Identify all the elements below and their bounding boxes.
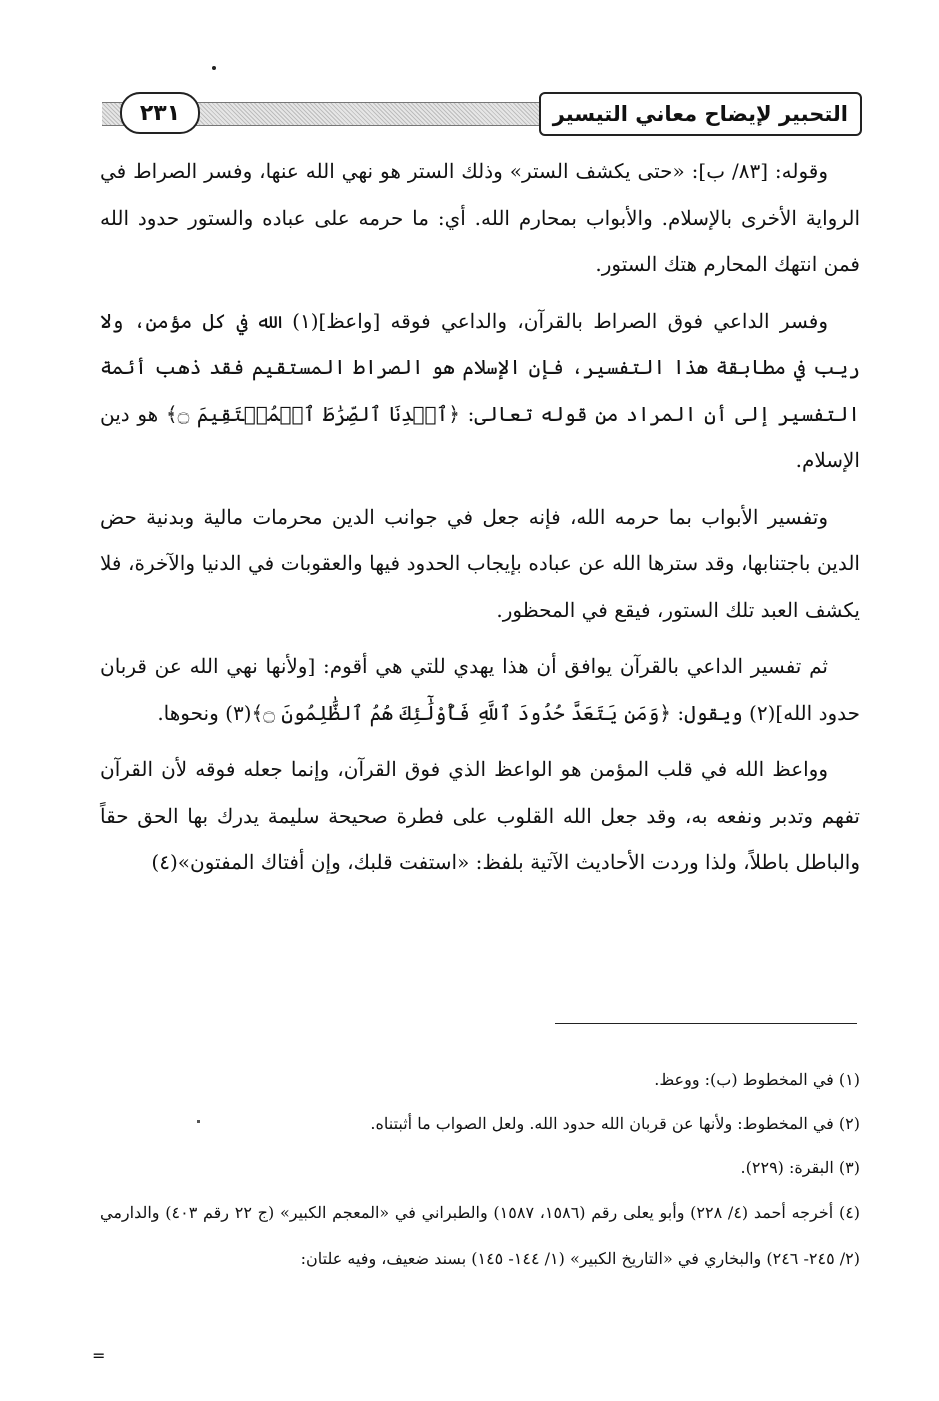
running-header — [102, 92, 862, 134]
footnotes — [100, 1058, 860, 1282]
paragraph-4: ثم تفسير الداعي بالقرآن يوافق أن هذا يهدي للتي هي أقوم: [ولأنها نهي الله عن قربان حدود الله](٢) ويقول: ﴿وَمَن يَتَعَدَّ حُدُودَ ٱللَّهِ فَأُوْلَٰٓئِكَ هُمُ ٱلظَّٰلِمُونَ ۝﴾(٣) ونحوها. — [100, 654, 860, 725]
page-number: ٢٣١ — [120, 92, 200, 134]
paragraph-1: وقوله: [٨٣/ ب]: «حتى يكشف الستر» وذلك الستر هو نهي الله عنها، وفسر الصراط في الرواية الأخرى بالإسلام. والأبواب بمحارم الله. أي: ما حرمه على عباده والستور حدود الله فمن انتهك المحارم هتك الستور. — [100, 159, 860, 276]
footnote-1: (١) في المخطوط (ب): ووعظ. — [654, 1070, 860, 1089]
paragraph-3: وتفسير الأبواب بما حرمه الله، فإنه جعل في جوانب الدين محرمات مالية وبدنية حض الدين باجتنابها، وقد سترها الله عن عباده بإيجاب الحدود فيها والعقوبات في الدنيا والآخرة، فلا يكشف العبد تلك الستور، فيقع في المحظور. — [100, 504, 860, 622]
footnote-2: (٢) في المخطوط: ولأنها عن قربان الله حدود الله. ولعل الصواب ما أثبتناه. — [370, 1114, 860, 1133]
footnote-3: (٣) البقرة: (٢٢٩). — [740, 1158, 860, 1177]
paragraph-5: وواعظ الله في قلب المؤمن هو الواعظ الذي فوق القرآن، وإنما جعله فوقه لأن القرآن تفهم وتدبر ونفعه به، وقد جعل الله القلوب على فطرة صحيحة سليمة يدرك بها الحق حقاً والباطل باطلاً، ولذا وردت الأحاديث الآتية بلفظ: «استفت قلبك، وإن أفتاك المفتون»(٤) — [100, 757, 860, 874]
running-title: التحبير لإيضاح معاني التيسير — [539, 92, 862, 136]
footnote-separator — [555, 1023, 857, 1024]
stray-dot — [212, 66, 216, 70]
continuation-mark: = — [92, 1346, 106, 1365]
main-text — [100, 148, 860, 896]
footnote-4: (٤) أخرجه أحمد (٤/ ٢٢٨) وأبو يعلى رقم (١٥٨٦، ١٥٨٧) والطبراني في «المعجم الكبير» (ج ٢٢ رقم ٤٠٣) والدارمي (٢/ ٢٤٥- ٢٤٦) والبخاري في «التاريخ الكبير» (١/ ١٤٤- ١٤٥) بسند ضعيف، وفيه علتان: — [100, 1203, 861, 1268]
paragraph-2: وفسر الداعي فوق الصراط بالقرآن، والداعي فوقه [واعظ](١) الله في كل مؤمن، ولا ريب في مطابقة هذا التفسير، فإن الإسلام هو الصراط المستقيم فقد ذهب أئمة التفسير إلى أن المراد من قوله تعالى: ﴿ٱهۡدِنَا ٱلصِّرَٰطَ ٱلۡمُسۡتَقِيمَ ۝﴾ هو دين الإسلام. — [100, 308, 860, 472]
